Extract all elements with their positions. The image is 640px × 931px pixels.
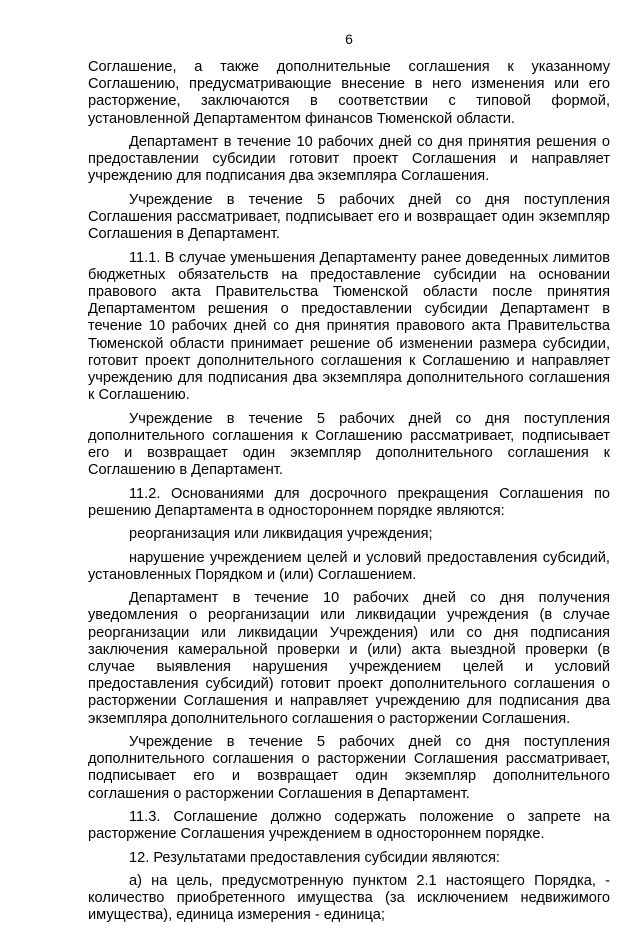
paragraph-12-a-goal: а) на цель, предусмотренную пунктом 2.1 настоящего Порядка, - количество приобретенного имущества (за исключением недвижимого имущества), единица измерения - единица; [88,872,610,924]
paragraph-agreement-forms: Соглашение, а также дополнительные соглашения к указанному Соглашению, предусматривающие внесение в него изменения или его расторжение, заключаются в соответствии с типовой формой, установленной Департаментом финансов Тюменской области. [88,59,610,127]
page-number: 6 [345,31,353,47]
document-page [88,30,610,931]
paragraph-institution-signs-supplement: Учреждение в течение 5 рабочих дней со дня поступления дополнительного соглашения к Соглашению рассматривает, подписывает его и возвращает один экземпляр дополнительного соглашения к Соглашению в Департамент. [88,410,610,479]
paragraph-reorganization: реорганизация или ликвидация учреждения; [129,526,433,543]
paragraph-11-1-limit-reduction: 11.1. В случае уменьшения Департаменту ранее доведенных лимитов бюджетных обязательств на предоставление субсидии на основании правового акта Правительства Тюменской области после принятия Департаментом решения о предоставлении субсидии Департамент в течение 10 рабочих дней со дня принятия правового акта Правительства Тюменской области принимает решение об изменении размера субсидии, готовит проект дополнительного соглашения к Соглашению и направляет учреждению для подписания два экземпляра дополнительного соглашения к Соглашению. [88,249,610,404]
paragraph-institution-signs-termination: Учреждение в течение 5 рабочих дней со дня поступления дополнительного соглашения о расторжении Соглашения рассматривает, подписывает его и возвращает один экземпляр дополнительного соглашения о расторжении Соглашения в Департамент. [88,734,610,802]
paragraph-violation: нарушение учреждением целей и условий предоставления субсидий, установленных Порядком и (или) Соглашением. [88,549,610,583]
paragraph-11-2-termination-grounds: 11.2. Основаниями для досрочного прекращения Соглашения по решению Департамента в одностороннем порядке являются: [88,485,610,519]
paragraph-institution-signs-agreement: Учреждение в течение 5 рабочих дней со дня поступления Соглашения рассматривает, подписывает его и возвращает один экземпляр Соглашения в Департамент. [88,191,610,243]
paragraph-12-results: 12. Результатами предоставления субсидии являются: [129,849,500,866]
paragraph-11-3-prohibition: 11.3. Соглашение должно содержать положение о запрете на расторжение Соглашения учреждением в одностороннем порядке. [88,809,610,843]
paragraph-department-termination-draft: Департамент в течение 10 рабочих дней со дня получения уведомления о реорганизации или ликвидации учреждения (в случае реорганизации или ликвидации Учреждения) или со дня подписания заключения камеральной проверки и (или) акта выездной проверки (в случае выявления нарушения учреждением целей и условий предоставления субсидий) готовит проект дополнительного соглашения о расторжении Соглашения и направляет учреждению для подписания два экземпляра дополнительного соглашения о расторжении Соглашения. [88,590,610,727]
paragraph-department-prepares-agreement: Департамент в течение 10 рабочих дней со дня принятия решения о предоставлении субсидии готовит проект Соглашения и направляет учреждению для подписания два экземпляра Соглашения. [88,134,610,185]
